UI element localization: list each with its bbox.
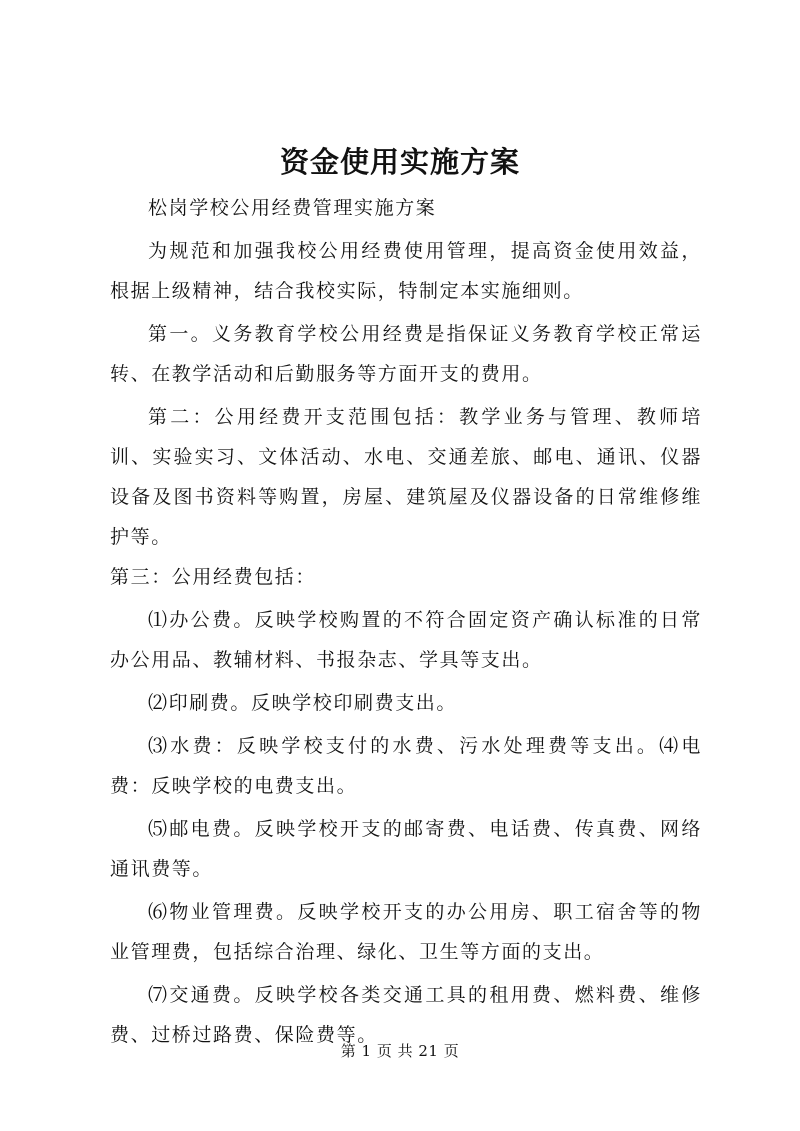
article-three-heading: 第三：公用经费包括：	[110, 566, 317, 588]
item-postal-telecom-expense: ⑸邮电费。反映学校开支的邮寄费、电话费、传真费、网络通讯费等。	[110, 818, 702, 880]
item-property-management-expense: ⑹物业管理费。反映学校开支的办公用房、职工宿舍等的物业管理费，包括综合治理、绿化、卫生等方面的支出。	[110, 901, 702, 963]
item-printing-expense: ⑵印刷费。反映学校印刷费支出。	[148, 692, 458, 714]
intro-paragraph: 为规范和加强我校公用经费使用管理，提高资金使用效益，根据上级精神，结合我校实际，特制定本实施细则。	[110, 240, 702, 302]
document-body	[110, 188, 702, 1055]
page-number-footer: 第 1 页 共 21 页	[340, 1042, 460, 1060]
item-water-electricity-expense: ⑶水费：反映学校支付的水费、污水处理费等支出。⑷电费：反映学校的电费支出。	[110, 735, 702, 797]
article-one-paragraph: 第一。义务教育学校公用经费是指保证义务教育学校正常运转、在教学活动和后勤服务等方面开支的费用。	[110, 323, 702, 385]
document-title: 资金使用实施方案	[279, 145, 520, 179]
article-two-paragraph: 第二：公用经费开支范围包括：教学业务与管理、教师培训、实验实习、文体活动、水电、交通差旅、邮电、通讯、仪器设备及图书资料等购置，房屋、建筑屋及仪器设备的日常维修维护等。	[110, 406, 702, 548]
item-transportation-expense: ⑺交通费。反映学校各类交通工具的租用费、燃料费、维修费、过桥过路费、保险费等。	[110, 984, 702, 1046]
item-office-expense: ⑴办公费。反映学校购置的不符合固定资产确认标准的日常办公用品、教辅材料、书报杂志、学具等支出。	[110, 609, 702, 671]
subtitle-paragraph: 松岗学校公用经费管理实施方案	[148, 197, 437, 219]
